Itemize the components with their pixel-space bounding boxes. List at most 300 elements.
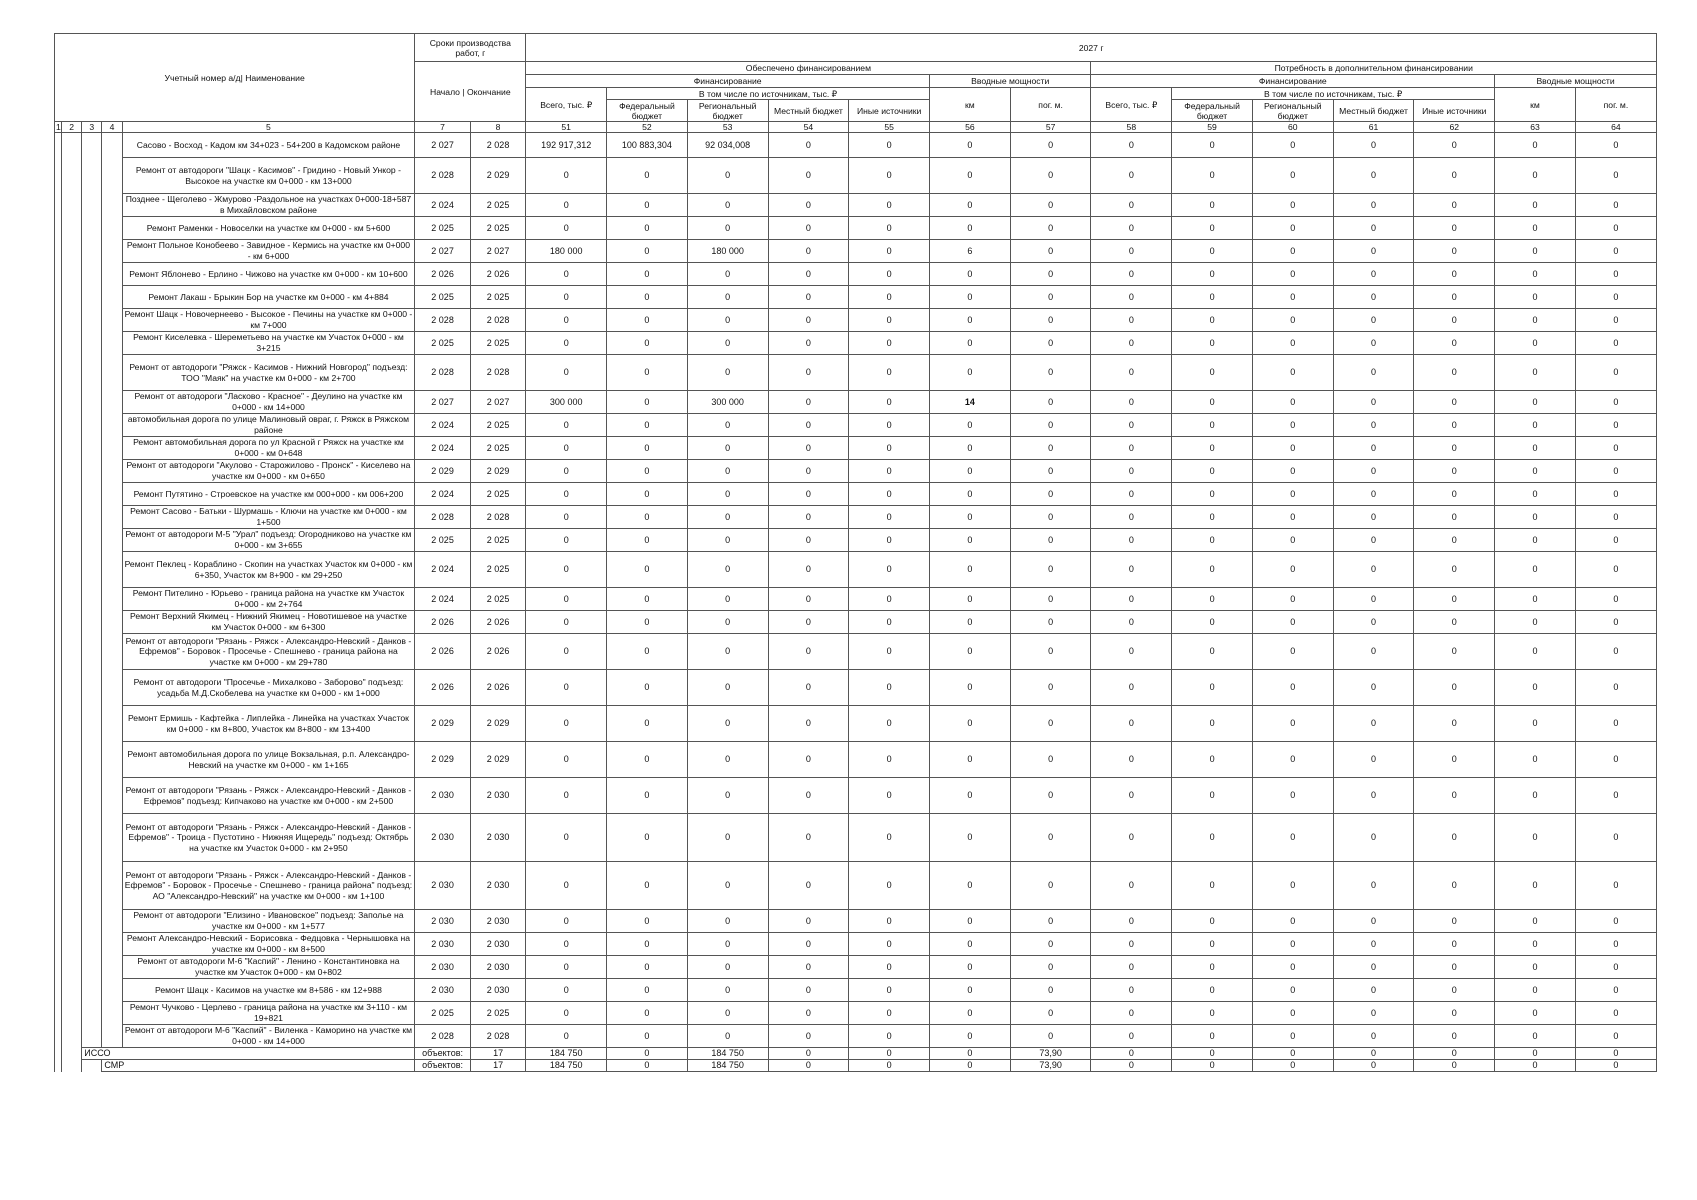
value-cell: 0 (1252, 414, 1333, 437)
index-cell (102, 588, 122, 611)
value-cell: 0 (1575, 1025, 1656, 1048)
value-cell: 0 (526, 778, 607, 814)
value-cell: 0 (607, 240, 688, 263)
value-cell: 0 (1333, 778, 1414, 814)
start-year-cell: 2 028 (415, 506, 471, 529)
value-cell: 0 (1575, 1002, 1656, 1025)
value-cell: 0 (1172, 862, 1253, 910)
value-cell: 0 (1172, 391, 1253, 414)
value-cell: 0 (1172, 133, 1253, 158)
value-cell: 0 (1010, 552, 1091, 588)
total-value-cell: 0 (768, 1060, 849, 1072)
start-year-cell: 2 025 (415, 529, 471, 552)
total-value-cell: 0 (1091, 1048, 1172, 1060)
value-cell: 0 (1333, 634, 1414, 670)
start-year-cell: 2 024 (415, 194, 471, 217)
value-cell: 0 (1575, 956, 1656, 979)
value-cell: 0 (1091, 1025, 1172, 1048)
value-cell: 0 (930, 814, 1011, 862)
value-cell: 0 (1414, 742, 1495, 778)
value-cell: 0 (1414, 1002, 1495, 1025)
value-cell: 0 (1091, 263, 1172, 286)
value-cell: 0 (526, 332, 607, 355)
value-cell: 0 (1252, 706, 1333, 742)
index-cell (55, 552, 62, 588)
value-cell: 0 (1172, 529, 1253, 552)
value-cell: 0 (526, 506, 607, 529)
index-cell (55, 670, 62, 706)
table-row (55, 706, 1657, 742)
value-cell: 0 (1252, 552, 1333, 588)
table-row (55, 194, 1657, 217)
value-cell: 0 (930, 263, 1011, 286)
index-cell (102, 355, 122, 391)
index-cell (82, 240, 102, 263)
end-year-cell: 2 028 (470, 355, 526, 391)
end-year-cell: 2 029 (470, 706, 526, 742)
value-cell: 0 (768, 862, 849, 910)
value-cell: 0 (1010, 742, 1091, 778)
secured-capacity-header: Вводные мощности (930, 75, 1091, 88)
value-cell: 0 (930, 133, 1011, 158)
road-name-cell: Ремонт от автодороги "Рязань - Ряжск - Александро-Невский - Данков - Ефремов" подъезд: Кипчаково на участке км 0+000 - км 2+500 (122, 778, 415, 814)
end-year-cell: 2 028 (470, 133, 526, 158)
index-cell (102, 611, 122, 634)
value-cell: 0 (687, 979, 768, 1002)
start-year-cell: 2 024 (415, 483, 471, 506)
value-cell: 0 (1010, 158, 1091, 194)
value-cell: 0 (1333, 286, 1414, 309)
column-number-cell: 57 (1010, 122, 1091, 133)
index-cell (55, 194, 62, 217)
index-cell (102, 910, 122, 933)
value-cell: 0 (1414, 309, 1495, 332)
year-header: 2027 г (526, 34, 1657, 62)
value-cell: 0 (1010, 460, 1091, 483)
road-name-cell: Ремонт от автодороги М-6 "Каспий" - Ленино - Константиновка на участке км Участок 0+000 - км 0+802 (122, 956, 415, 979)
value-cell: 0 (1414, 355, 1495, 391)
value-cell: 0 (1091, 670, 1172, 706)
value-cell: 0 (1575, 286, 1656, 309)
value-cell: 14 (930, 391, 1011, 414)
value-cell: 0 (930, 611, 1011, 634)
value-cell: 0 (1495, 194, 1576, 217)
value-cell: 0 (1414, 979, 1495, 1002)
value-cell: 0 (607, 1002, 688, 1025)
index-cell (55, 706, 62, 742)
value-cell: 0 (1495, 460, 1576, 483)
value-cell: 0 (1333, 483, 1414, 506)
value-cell: 0 (1172, 332, 1253, 355)
value-cell: 0 (1252, 437, 1333, 460)
index-cell (82, 460, 102, 483)
index-cell (62, 414, 82, 437)
total-value-cell: 184 750 (526, 1060, 607, 1072)
value-cell: 0 (607, 706, 688, 742)
end-year-cell: 2 029 (470, 158, 526, 194)
additional-financing-header: Потребность в дополнительном финансировании (1091, 62, 1657, 75)
value-cell: 0 (1495, 588, 1576, 611)
value-cell: 0 (849, 778, 930, 814)
index-cell (62, 742, 82, 778)
value-cell: 0 (1091, 414, 1172, 437)
value-cell: 0 (1333, 309, 1414, 332)
value-cell: 0 (849, 460, 930, 483)
start-year-cell: 2 030 (415, 778, 471, 814)
index-cell (62, 979, 82, 1002)
value-cell: 0 (1575, 332, 1656, 355)
value-cell: 0 (1414, 263, 1495, 286)
value-cell: 0 (526, 1025, 607, 1048)
value-cell: 0 (1252, 910, 1333, 933)
value-cell: 0 (1414, 862, 1495, 910)
value-cell: 0 (1091, 742, 1172, 778)
value-cell: 0 (607, 506, 688, 529)
value-cell: 0 (687, 332, 768, 355)
value-cell: 0 (1333, 1002, 1414, 1025)
value-cell: 0 (768, 391, 849, 414)
value-cell: 0 (1252, 611, 1333, 634)
index-cell (102, 778, 122, 814)
end-year-cell: 2 029 (470, 742, 526, 778)
secured-pm-header: пог. м. (1010, 88, 1091, 122)
value-cell: 0 (768, 1025, 849, 1048)
end-year-cell: 2 026 (470, 670, 526, 706)
value-cell: 0 (930, 634, 1011, 670)
index-cell (62, 217, 82, 240)
objects-label: объектов: (415, 1048, 471, 1060)
index-cell (62, 933, 82, 956)
value-cell: 0 (526, 979, 607, 1002)
column-number-cell: 51 (526, 122, 607, 133)
value-cell: 0 (607, 634, 688, 670)
value-cell: 0 (849, 979, 930, 1002)
index-cell (62, 1002, 82, 1025)
value-cell: 0 (930, 979, 1011, 1002)
value-cell: 0 (930, 194, 1011, 217)
end-year-cell: 2 030 (470, 910, 526, 933)
value-cell: 0 (1575, 391, 1656, 414)
value-cell: 0 (687, 263, 768, 286)
index-cell (62, 910, 82, 933)
index-cell (102, 391, 122, 414)
value-cell: 0 (526, 706, 607, 742)
value-cell: 0 (768, 933, 849, 956)
index-cell (62, 332, 82, 355)
secured-other-header: Иные источники (849, 100, 930, 122)
value-cell: 0 (607, 956, 688, 979)
value-cell: 0 (1172, 956, 1253, 979)
value-cell: 0 (1575, 309, 1656, 332)
value-cell: 0 (1172, 414, 1253, 437)
value-cell: 0 (1010, 979, 1091, 1002)
value-cell: 0 (768, 133, 849, 158)
value-cell: 0 (849, 742, 930, 778)
index-cell (62, 240, 82, 263)
value-cell: 100 883,304 (607, 133, 688, 158)
value-cell: 0 (526, 670, 607, 706)
index-cell (82, 158, 102, 194)
total-value-cell: 184 750 (526, 1048, 607, 1060)
road-name-cell: Сасово - Восход - Кадом км 34+023 - 54+200 в Кадомском районе (122, 133, 415, 158)
value-cell: 0 (687, 309, 768, 332)
value-cell: 0 (849, 332, 930, 355)
value-cell: 0 (1575, 634, 1656, 670)
table-row (55, 506, 1657, 529)
value-cell: 0 (526, 956, 607, 979)
value-cell: 0 (1172, 552, 1253, 588)
column-number-cell: 58 (1091, 122, 1172, 133)
index-cell (55, 240, 62, 263)
value-cell: 0 (1091, 778, 1172, 814)
index-cell (102, 706, 122, 742)
total-value-cell: 0 (930, 1048, 1011, 1060)
value-cell: 0 (1252, 634, 1333, 670)
table-row (55, 979, 1657, 1002)
total-value-cell: 0 (1414, 1048, 1495, 1060)
value-cell: 0 (849, 1002, 930, 1025)
value-cell: 0 (526, 483, 607, 506)
index-cell (82, 437, 102, 460)
value-cell: 0 (1575, 240, 1656, 263)
value-cell: 0 (1172, 588, 1253, 611)
end-year-cell: 2 025 (470, 332, 526, 355)
additional-sources-header: В том числе по источникам, тыс. ₽ (1172, 88, 1495, 100)
value-cell: 0 (1575, 194, 1656, 217)
value-cell: 0 (1575, 933, 1656, 956)
index-cell (102, 263, 122, 286)
index-cell (62, 706, 82, 742)
value-cell: 0 (930, 706, 1011, 742)
total-value-cell: 0 (1414, 1060, 1495, 1072)
index-cell (55, 391, 62, 414)
value-cell: 0 (1333, 391, 1414, 414)
value-cell: 0 (768, 240, 849, 263)
value-cell: 0 (1333, 706, 1414, 742)
value-cell: 0 (1172, 706, 1253, 742)
value-cell: 0 (526, 552, 607, 588)
start-year-cell: 2 030 (415, 956, 471, 979)
index-cell (62, 286, 82, 309)
table-row (55, 414, 1657, 437)
value-cell: 0 (768, 286, 849, 309)
road-name-cell: Ремонт Чучково - Церлево - граница района на участке км 3+110 - км 19+821 (122, 1002, 415, 1025)
road-name-cell: Ремонт автомобильная дорога по улице Вокзальная, р.п. Александро-Невский на участке км 0+000 - км 1+165 (122, 742, 415, 778)
value-cell: 0 (849, 414, 930, 437)
value-cell: 0 (1414, 778, 1495, 814)
value-cell: 0 (1091, 611, 1172, 634)
value-cell: 0 (1172, 742, 1253, 778)
column-number-cell: 56 (930, 122, 1011, 133)
value-cell: 0 (1010, 588, 1091, 611)
end-year-cell: 2 027 (470, 391, 526, 414)
value-cell: 0 (1010, 778, 1091, 814)
value-cell: 0 (607, 309, 688, 332)
index-cell (62, 1060, 82, 1072)
value-cell: 0 (1010, 956, 1091, 979)
value-cell: 0 (849, 133, 930, 158)
end-year-cell: 2 025 (470, 414, 526, 437)
value-cell: 0 (607, 778, 688, 814)
value-cell: 0 (607, 217, 688, 240)
index-cell (102, 240, 122, 263)
index-cell (62, 194, 82, 217)
value-cell: 0 (607, 910, 688, 933)
value-cell: 0 (768, 670, 849, 706)
value-cell: 300 000 (687, 391, 768, 414)
value-cell: 0 (1172, 263, 1253, 286)
value-cell: 0 (1010, 862, 1091, 910)
value-cell: 0 (930, 529, 1011, 552)
total-value-cell: 0 (1333, 1060, 1414, 1072)
end-year-cell: 2 025 (470, 483, 526, 506)
index-cell (82, 217, 102, 240)
index-cell (82, 588, 102, 611)
value-cell: 0 (930, 910, 1011, 933)
column-number-cell: 54 (768, 122, 849, 133)
value-cell: 0 (1252, 158, 1333, 194)
value-cell: 0 (930, 862, 1011, 910)
value-cell: 0 (849, 437, 930, 460)
value-cell: 0 (1495, 979, 1576, 1002)
table-row (55, 552, 1657, 588)
value-cell: 0 (1495, 506, 1576, 529)
value-cell: 0 (768, 194, 849, 217)
value-cell: 0 (607, 391, 688, 414)
end-year-cell: 2 027 (470, 240, 526, 263)
index-cell (62, 529, 82, 552)
value-cell: 0 (687, 910, 768, 933)
table-row (55, 814, 1657, 862)
additional-km-header: км (1495, 88, 1576, 122)
table-row (55, 933, 1657, 956)
value-cell: 0 (687, 956, 768, 979)
table-row (55, 1025, 1657, 1048)
start-year-cell: 2 026 (415, 634, 471, 670)
column-number-cell: 52 (607, 122, 688, 133)
objects-count: 17 (470, 1060, 526, 1072)
table-row (55, 133, 1657, 158)
value-cell: 0 (1575, 552, 1656, 588)
value-cell: 0 (1333, 460, 1414, 483)
total-value-cell: 0 (1495, 1048, 1576, 1060)
index-cell (102, 194, 122, 217)
index-cell (82, 309, 102, 332)
value-cell: 0 (607, 437, 688, 460)
value-cell: 0 (1495, 778, 1576, 814)
index-cell (62, 309, 82, 332)
additional-capacity-header: Вводные мощности (1495, 75, 1657, 88)
start-year-cell: 2 030 (415, 979, 471, 1002)
value-cell: 0 (1414, 414, 1495, 437)
value-cell: 0 (1333, 956, 1414, 979)
total-value-cell: 0 (1495, 1060, 1576, 1072)
value-cell: 0 (607, 483, 688, 506)
value-cell: 0 (607, 158, 688, 194)
index-cell (82, 414, 102, 437)
table-row (55, 332, 1657, 355)
value-cell: 0 (526, 529, 607, 552)
value-cell: 0 (1252, 217, 1333, 240)
index-cell (102, 437, 122, 460)
column-number-cell: 7 (415, 122, 471, 133)
value-cell: 0 (768, 979, 849, 1002)
table-row (55, 217, 1657, 240)
value-cell: 0 (849, 309, 930, 332)
value-cell: 0 (849, 910, 930, 933)
value-cell: 0 (1414, 286, 1495, 309)
end-year-cell: 2 030 (470, 956, 526, 979)
value-cell: 180 000 (687, 240, 768, 263)
value-cell: 0 (1495, 862, 1576, 910)
value-cell: 0 (687, 158, 768, 194)
value-cell: 0 (1495, 552, 1576, 588)
index-cell (55, 437, 62, 460)
index-cell (82, 529, 102, 552)
value-cell: 0 (768, 332, 849, 355)
start-year-cell: 2 028 (415, 158, 471, 194)
value-cell: 0 (1252, 332, 1333, 355)
value-cell: 0 (687, 670, 768, 706)
index-cell (55, 588, 62, 611)
value-cell: 0 (1252, 263, 1333, 286)
value-cell: 0 (1414, 706, 1495, 742)
value-cell: 0 (768, 552, 849, 588)
road-name-cell: Ремонт Верхний Якимец - Нижний Якимец - Новотишевое на участке км Участок 0+000 - км 6+300 (122, 611, 415, 634)
value-cell: 0 (687, 814, 768, 862)
value-cell: 0 (1414, 634, 1495, 670)
value-cell: 0 (1010, 194, 1091, 217)
index-cell (62, 355, 82, 391)
value-cell: 0 (607, 933, 688, 956)
value-cell: 0 (526, 910, 607, 933)
end-year-cell: 2 025 (470, 529, 526, 552)
value-cell: 0 (1252, 355, 1333, 391)
value-cell: 0 (1414, 611, 1495, 634)
value-cell: 0 (1333, 133, 1414, 158)
index-cell (62, 1048, 82, 1060)
index-cell (62, 158, 82, 194)
index-cell (82, 933, 102, 956)
value-cell: 0 (1252, 1002, 1333, 1025)
value-cell: 0 (849, 706, 930, 742)
value-cell: 0 (1252, 588, 1333, 611)
column-number-cell: 60 (1252, 122, 1333, 133)
road-name-cell: Ремонт Пителино - Юрьево - граница района на участке км Участок 0+000 - км 2+764 (122, 588, 415, 611)
value-cell: 0 (1414, 670, 1495, 706)
value-cell: 0 (1010, 634, 1091, 670)
index-cell (102, 460, 122, 483)
value-cell: 0 (768, 529, 849, 552)
value-cell: 0 (607, 286, 688, 309)
total-value-cell: 0 (1172, 1060, 1253, 1072)
value-cell: 0 (1333, 217, 1414, 240)
value-cell: 0 (1414, 588, 1495, 611)
total-value-cell: 0 (1091, 1060, 1172, 1072)
index-cell (102, 133, 122, 158)
value-cell: 0 (1575, 355, 1656, 391)
index-cell (102, 286, 122, 309)
value-cell: 0 (1575, 670, 1656, 706)
end-year-cell: 2 025 (470, 217, 526, 240)
value-cell: 0 (768, 706, 849, 742)
start-year-cell: 2 026 (415, 263, 471, 286)
end-year-cell: 2 030 (470, 933, 526, 956)
value-cell: 0 (1495, 437, 1576, 460)
value-cell: 0 (687, 552, 768, 588)
value-cell: 0 (526, 437, 607, 460)
start-year-cell: 2 027 (415, 240, 471, 263)
